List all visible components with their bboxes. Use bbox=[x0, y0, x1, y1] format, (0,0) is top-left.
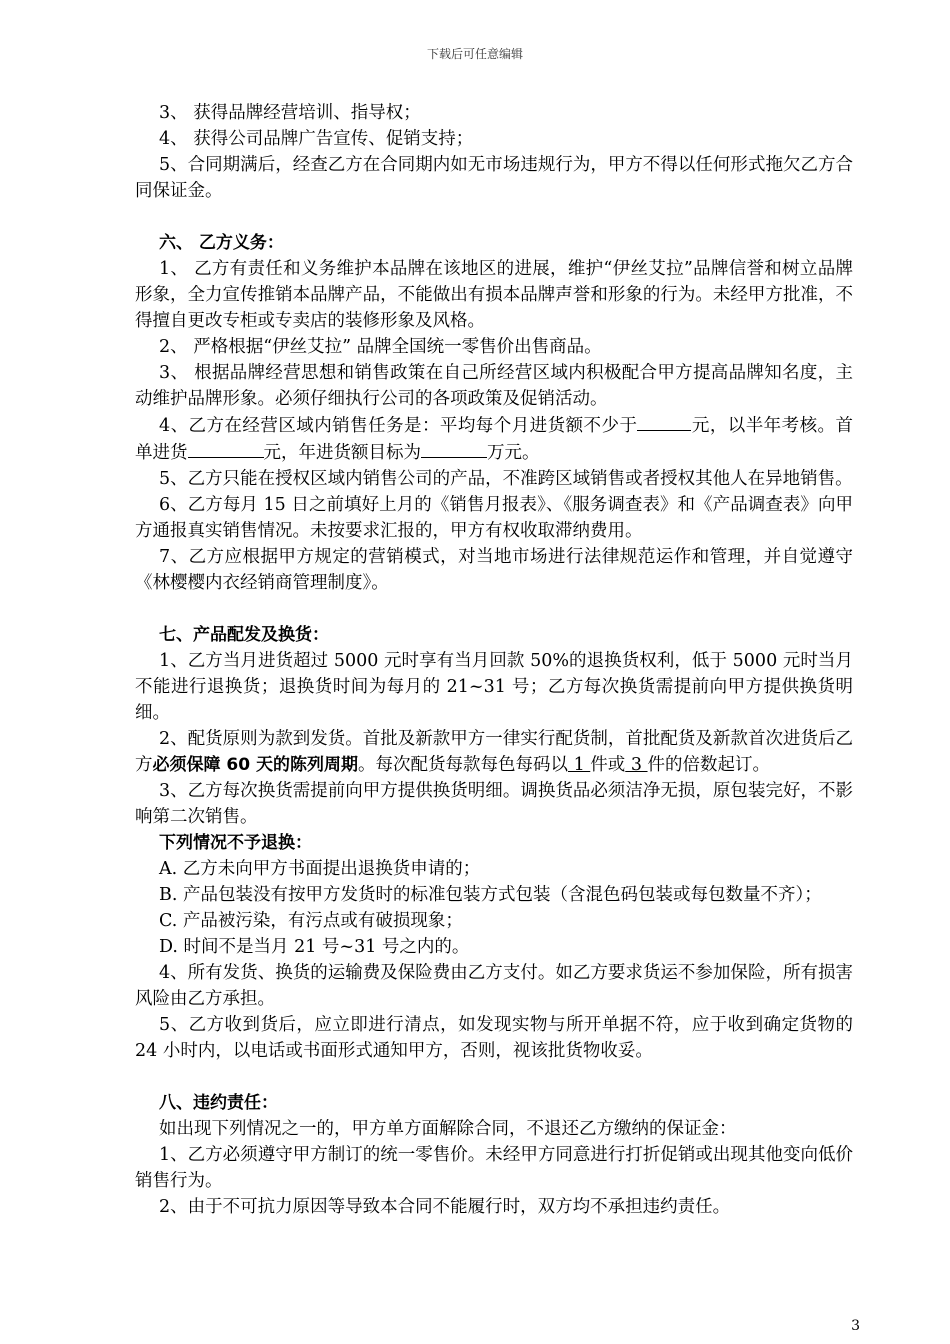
clause-5-5: 5、合同期满后，经查乙方在合同期内如无市场违规行为，甲方不得以任何形式拖欠乙方合同保证金。 bbox=[135, 155, 853, 201]
clause-6-3: 3、 根据品牌经营思想和销售政策在自己所经营区域内积极配合甲方提高品牌知名度，主动维护品牌形象。必须仔细执行公司的各项政策及促销活动。 bbox=[135, 363, 853, 409]
clause-7-5: 5、乙方收到货后，应立即进行清点，如发现实物与所开单据不符，应于收到确定货物的 24 小时内，以电话或书面形式通知甲方，否则，视该批货物收妥。 bbox=[135, 1015, 853, 1061]
section-6-heading: 六、 乙方义务： bbox=[159, 233, 284, 253]
clause-6-1: 1、 乙方有责任和义务维护本品牌在该地区的进展，维护“伊丝艾拉”品牌信誉和树立品牌形象，全力宣传推销本品牌产品，不能做出有损本品牌声誉和形象的行为。未经甲方批准，不得擅自更改专柜或专卖店的装修形象及风格。 bbox=[135, 259, 853, 331]
no-return-d: D. 时间不是当月 21 号~31 号之内的。 bbox=[159, 937, 470, 957]
clause-5-3: 3、 获得品牌经营培训、指导权； bbox=[159, 103, 421, 123]
clause-6-5: 5、乙方只能在授权区域内销售公司的产品，不准跨区域销售或者授权其他人在异地销售。 bbox=[159, 469, 853, 489]
blank-first-order[interactable] bbox=[188, 439, 264, 458]
clause-6-7: 7、乙方应根据甲方规定的营销模式，对当地市场进行法律规范运作和管理，并自觉遵守《林樱樱内衣经销商管理制度》。 bbox=[135, 547, 853, 593]
page-number: 3 bbox=[851, 1318, 860, 1334]
page-header: 下载后可任意编辑 bbox=[426, 47, 523, 61]
display-period-emphasis: 必须保障 60 天的陈列周期 bbox=[152, 755, 358, 775]
clause-7-4: 4、所有发货、换货的运输费及保险费由乙方支付。如乙方要求货运不参加保险，所有损害风险由乙方承担。 bbox=[135, 963, 853, 1009]
clause-8-1: 1、乙方必须遵守甲方制订的统一零售价。未经甲方同意进行打折促销或出现其他变向低价销售行为。 bbox=[135, 1145, 853, 1191]
no-return-c: C. 产品被污染，有污点或有破损现象； bbox=[159, 911, 463, 931]
blank-monthly-amount[interactable] bbox=[637, 412, 691, 431]
document-body bbox=[135, 100, 853, 1220]
clause-8-2: 2、由于不可抗力原因等导致本合同不能履行时，双方均不承担违约责任。 bbox=[159, 1197, 731, 1217]
clause-7-1: 1、乙方当月进货超过 5000 元时享有当月回款 50%的退换货权利，低于 5000 元时当月不能进行退换货；退换货时间为每月的 21~31 号；乙方每次换货需提前向甲方提供换货明细。 bbox=[135, 651, 853, 723]
clause-6-4: 4、乙方在经营区域内销售任务是：平均每个月进货额不少于 元，以半年考核。首单进货 元，年进货额目标为 万元。 bbox=[135, 412, 853, 466]
clause-7-2: 2、配货原则为款到发货。首批及新款甲方一律实行配货制，首批配货及新款首次进货后乙方必须保障 60 天的陈列周期。每次配货每款每色每码以 1 件或 3 件的倍数起订。 bbox=[135, 729, 853, 775]
clause-7-3: 3、乙方每次换货需提前向甲方提供换货明细。调换货品必须洁净无损，原包装完好，不影响第二次销售。 bbox=[135, 781, 853, 827]
clause-8-intro: 如出现下列情况之一的，甲方单方面解除合同，不退还乙方缴纳的保证金： bbox=[159, 1119, 737, 1139]
no-return-b: B. 产品包装没有按甲方发货时的标准包装方式包装（含混色码包装或每包数量不齐）； bbox=[159, 885, 822, 905]
no-return-heading: 下列情况不予退换： bbox=[159, 833, 312, 853]
clause-6-2: 2、 严格根据“伊丝艾拉” 品牌全国统一零售价出售商品。 bbox=[159, 337, 602, 357]
clause-6-6: 6、乙方每月 15 日之前填好上月的《销售月报表》、《服务调查表》和《产品调查表》向甲方通报真实销售情况。未按要求汇报的，甲方有权收取滞纳费用。 bbox=[135, 495, 853, 541]
clause-5-4: 4、 获得公司品牌广告宣传、促销支持； bbox=[159, 129, 474, 149]
section-7-heading: 七、产品配发及换货： bbox=[159, 625, 329, 645]
no-return-a: A. 乙方未向甲方书面提出退换货申请的； bbox=[159, 859, 481, 879]
blank-annual-target[interactable] bbox=[421, 439, 487, 458]
section-8-heading: 八、违约责任： bbox=[159, 1093, 278, 1113]
